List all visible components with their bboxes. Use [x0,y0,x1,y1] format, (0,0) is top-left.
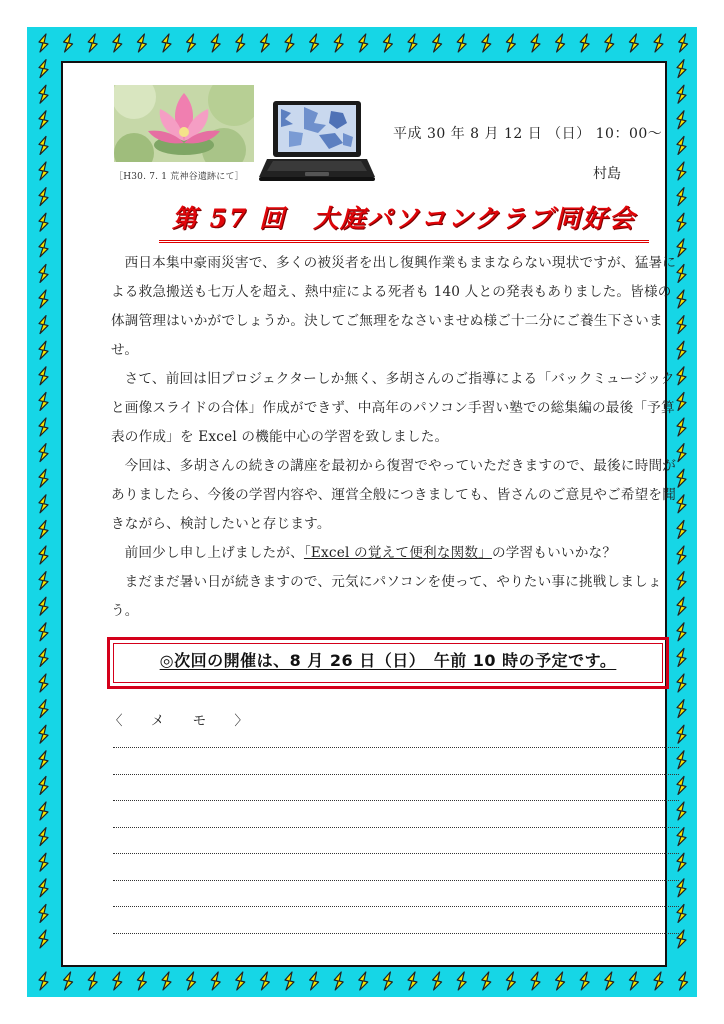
lightning-bolt-icon [39,444,48,462]
lightning-bolt-icon [187,972,196,990]
memo-line [113,747,679,748]
lightning-bolt-icon [506,34,515,52]
lightning-bolt-icon [39,290,48,308]
lightning-bolt-icon [137,972,146,990]
lightning-bolt-icon [334,34,343,52]
lightning-bolt-icon [39,367,48,385]
lightning-bolt-icon [162,34,171,52]
lightning-bolt-icon [359,34,368,52]
lightning-bolt-icon [39,802,48,820]
lightning-bolt-icon [113,34,122,52]
memo-line [113,800,679,801]
lightning-bolt-icon [677,853,686,871]
lightning-bolt-icon [39,828,48,846]
lightning-bolt-icon [482,972,491,990]
excel-functions-topic: 「Excel の覚えて便利な関数」 [303,545,492,561]
lightning-bolt-icon [679,972,688,990]
lightning-bolt-icon [310,34,319,52]
paragraph-text: の学習もいいかな？ [491,545,617,561]
lightning-bolt-icon [39,111,48,129]
lightning-bolt-icon [679,34,688,52]
lightning-bolt-icon [677,162,686,180]
lightning-bolt-icon [531,34,540,52]
body-text [111,249,683,626]
lightning-bolt-icon [39,213,48,231]
lightning-bolt-icon [88,972,97,990]
lightning-bolt-icon [677,85,686,103]
lightning-bolt-icon [260,972,269,990]
lightning-bolt-icon [211,34,220,52]
lightning-bolt-icon [285,34,294,52]
lightning-bolt-icon [88,34,97,52]
lightning-bolt-icon [556,34,565,52]
paragraph-text: 前回少し申し上げましたが、 [124,545,304,561]
next-meeting-notice [107,637,669,689]
lightning-bolt-icon [677,136,686,154]
lightning-bolt-icon [39,60,48,78]
paragraph [111,539,683,568]
lightning-bolt-icon [113,972,122,990]
lightning-bolt-icon [677,111,686,129]
lightning-bolt-icon [677,725,686,743]
memo-line [113,880,679,881]
lightning-bolt-icon [64,34,73,52]
lightning-bolt-icon [162,972,171,990]
lightning-bolt-icon [654,34,663,52]
lightning-bolt-icon [457,34,466,52]
lightning-bolt-icon [39,34,48,52]
lightning-bolt-icon [39,597,48,615]
lightning-bolt-icon [39,136,48,154]
photo-caption: ［H30. 7. 1 荒神谷遺跡にて］ [114,172,244,182]
lightning-bolt-icon [39,469,48,487]
lightning-bolt-icon [677,879,686,897]
lightning-bolt-icon [677,648,686,666]
paragraph: 今回は、多胡さんの続きの講座を最初から復習でやっていただきますので、最後に時間がありましたら、今後の学習内容や、運営全般につきましても、皆さんのご意見やご希望を聞きながら、検討したいと存じます。 [111,458,677,532]
lightning-bolt-icon [39,904,48,922]
lightning-bolt-icon [457,972,466,990]
lightning-bolt-icon [285,972,294,990]
lightning-bolt-icon [334,972,343,990]
lightning-bolt-icon [531,972,540,990]
lightning-bolt-icon [654,972,663,990]
lightning-bolt-icon [39,239,48,257]
lightning-bolt-icon [408,34,417,52]
lightning-bolt-icon [677,213,686,231]
lightning-bolt-icon [39,392,48,410]
lightning-bolt-icon [629,972,638,990]
lightning-bolt-icon [677,802,686,820]
lightning-bolt-icon [605,34,614,52]
lightning-bolt-icon [433,972,442,990]
lightning-bolt-icon [39,418,48,436]
lightning-bolt-icon [39,520,48,538]
lightning-bolt-icon [39,751,48,769]
lightning-bolt-icon [39,162,48,180]
laptop-icon [259,99,375,183]
lightning-bolt-icon [482,34,491,52]
decorative-border [27,27,697,997]
lightning-bolt-icon [629,34,638,52]
lightning-bolt-icon [211,972,220,990]
next-meeting-text: ◎次回の開催は、8 月 26 日（日） 午前 10 時の予定です。 [159,651,617,670]
lightning-bolt-icon [39,572,48,590]
lightning-bolt-icon [39,853,48,871]
lightning-bolt-icon [677,776,686,794]
lightning-bolt-icon [39,879,48,897]
lightning-bolt-icon [39,674,48,692]
paragraph: まだまだ暑い日が続きますので、元気にパソコンを使って、やりたい事に挑戦しましょう。 [111,574,662,619]
lightning-bolt-icon [677,60,686,78]
paragraph: さて、前回は旧プロジェクターしか無く、多胡さんのご指導による「バックミュージックと画像スライドの合体」作成ができず、中高年のパソコン手習い塾での総集編の最後「予算表の作成」を Excel の機能中心の学習を致しました。 [111,371,675,445]
lightning-bolt-icon [39,972,48,990]
lightning-bolt-icon [310,972,319,990]
lightning-bolt-icon [39,725,48,743]
meeting-date-time: 平成 30 年 8 月 12 日 （日） 10：00～ [393,126,663,142]
lotus-flower-photo [114,85,254,162]
lightning-bolt-icon [39,776,48,794]
lightning-bolt-icon [580,34,589,52]
lightning-bolt-icon [408,972,417,990]
lightning-bolt-icon [677,904,686,922]
lightning-bolt-icon [677,828,686,846]
memo-line [113,933,679,934]
memo-line [113,827,679,828]
lightning-bolt-icon [677,188,686,206]
memo-line [113,853,679,854]
lightning-bolt-icon [383,972,392,990]
lightning-bolt-icon [39,188,48,206]
lightning-bolt-icon [39,930,48,948]
lightning-bolt-icon [236,972,245,990]
memo-line [113,774,679,775]
club-title: 第 57 回 大庭パソコンクラブ同好会 [159,201,649,243]
lightning-bolt-icon [64,972,73,990]
lightning-bolt-icon [236,34,245,52]
lightning-bolt-icon [383,34,392,52]
lightning-bolt-icon [187,34,196,52]
lightning-bolt-icon [677,674,686,692]
memo-line [113,906,679,907]
lightning-bolt-icon [39,341,48,359]
paragraph: 西日本集中豪雨災害で、多くの被災者を出し復興作業もままならない現状ですが、猛暑による救急搬送も七万人を超え、熱中症による死者も 140 人との発表もありました。皆様の体調管理はいかがでしょうか。決してご無理をなさいませぬ様ご十二分にご養生下さいませ。 [111,255,677,358]
lightning-bolt-icon [677,751,686,769]
lightning-bolt-icon [39,495,48,513]
lightning-bolt-icon [677,700,686,718]
lightning-bolt-icon [39,85,48,103]
document-page [61,61,677,967]
lightning-bolt-icon [39,623,48,641]
lightning-bolt-icon [580,972,589,990]
lightning-bolt-icon [359,972,368,990]
lightning-bolt-icon [556,972,565,990]
memo-label: 〈 メ モ 〉 [109,713,260,729]
lightning-bolt-icon [39,264,48,282]
lightning-bolt-icon [506,972,515,990]
author-name: 村島 [593,166,621,182]
lightning-bolt-icon [39,316,48,334]
lightning-bolt-icon [260,34,269,52]
lightning-bolt-icon [39,546,48,564]
lightning-bolt-icon [605,972,614,990]
lightning-bolt-icon [39,648,48,666]
lightning-bolt-icon [39,700,48,718]
lightning-bolt-icon [137,34,146,52]
lightning-bolt-icon [433,34,442,52]
